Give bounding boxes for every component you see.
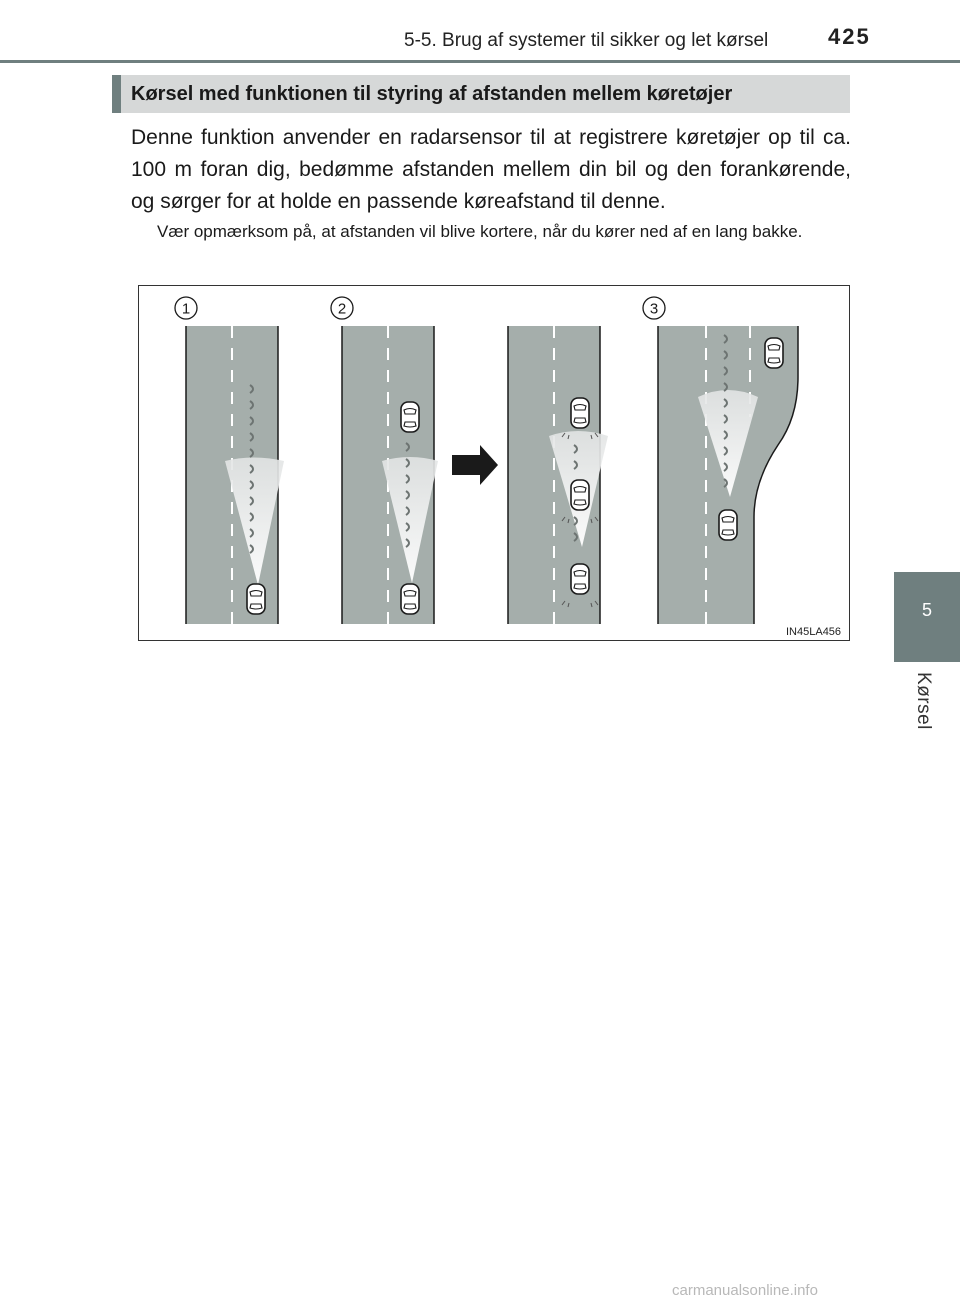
header-rule [0,60,960,63]
marker-2-label: 2 [337,300,347,318]
marker-1 [175,297,197,319]
preceding-car-3a-middle [571,480,589,510]
own-car-2 [401,584,419,614]
marker-2 [331,297,353,319]
radar-illustration [138,285,850,641]
panel-3a-road [508,326,608,624]
own-car-1 [247,584,265,614]
chapter-tab[interactable] [894,572,960,662]
marker-3-label: 3 [649,300,659,318]
preceding-car-2 [401,402,419,432]
own-car-3b [719,510,737,540]
figure-code: IN45LA456 [786,626,842,638]
panel-1-road [186,326,284,624]
panel-2-road [342,326,438,624]
marker-1-label: 1 [181,300,191,318]
preceding-car-3a-front [571,398,589,428]
note-paragraph: Vær opmærksom på, at afstanden vil blive kortere, når du kører ned af en lang bakke. [157,222,803,241]
radar-figure [138,285,850,641]
chapter-tab-label: Kørsel [913,672,934,730]
chapter-tab-number: 5 [921,600,932,620]
section-title: Kørsel med funktionen til styring af afstanden mellem køretøjer [131,83,733,105]
header-title: 5-5. Brug af systemer til sikker og let kørsel [404,30,769,51]
preceding-car-3b [765,338,783,368]
marker-3 [643,297,665,319]
section-header [112,75,850,113]
page-number: 425 [828,24,871,49]
footer-watermark[interactable]: carmanualsonline.info [672,1282,818,1299]
intro-paragraph: Denne funktion anvender en radarsensor til at registrere køretøjer op til ca. 100 m foran dig, bedømme afstanden mellem din bil og den forankørende, og sørger for at holde en passende køreafstand til denne. [131,126,851,213]
own-car-3a [571,564,589,594]
